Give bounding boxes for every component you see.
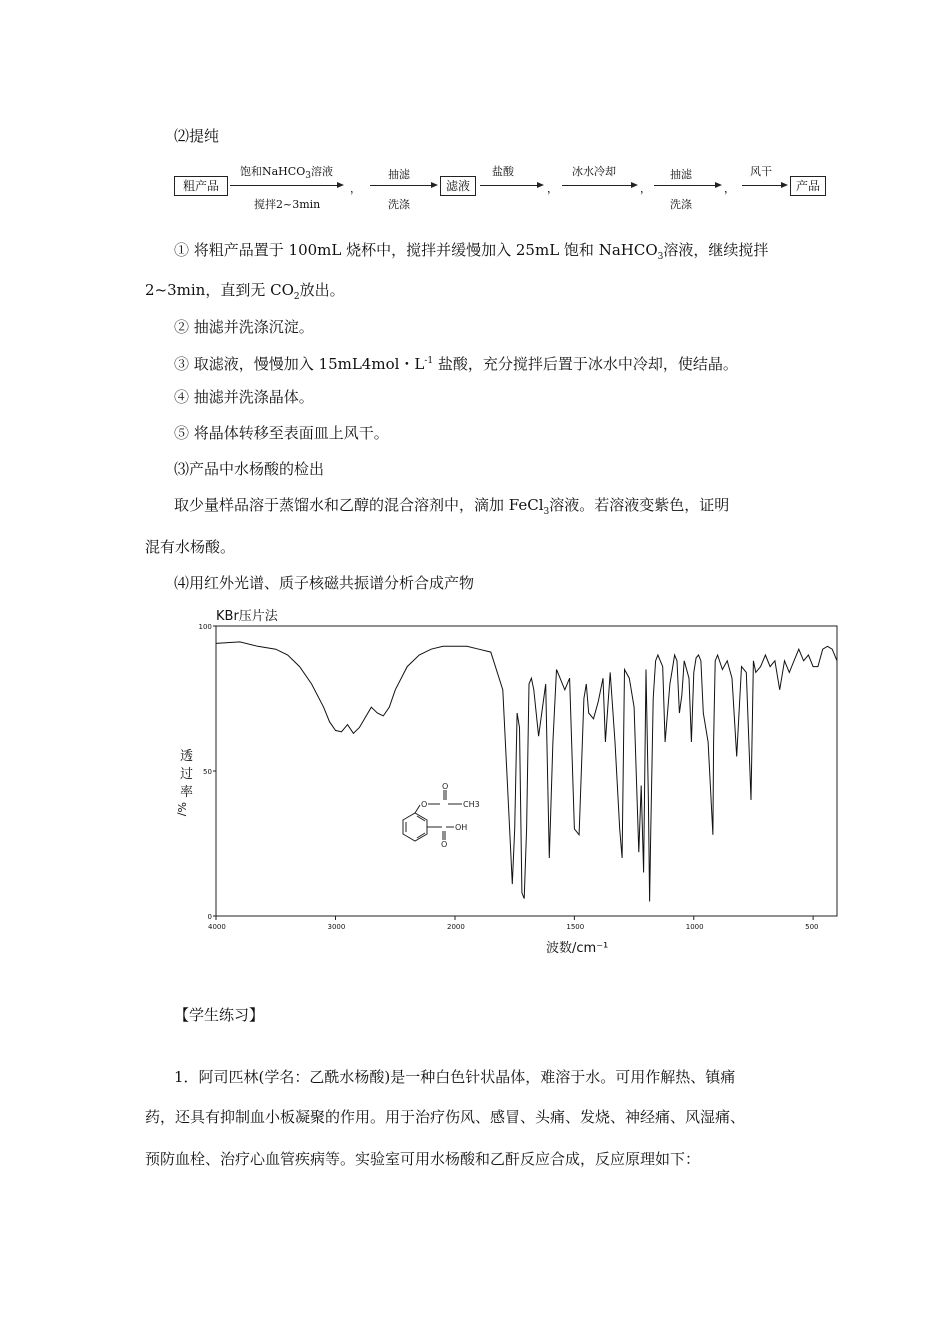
x-tick-label-5: 500 (805, 923, 819, 931)
section-3-text-line-1: 取少量样品溶于蒸馏水和乙醇的混合溶剂中，滴加 FeCl$_3$溶液。若溶液变紫色，证明 (174, 496, 730, 517)
atom-label-methyl: CH3 (463, 800, 480, 809)
arrow5-bottom-label: 洗涤 (670, 198, 692, 211)
atom-label-hydroxyl: OH (455, 823, 468, 832)
section-3-text-line-2: 混有水杨酸。 (145, 538, 236, 556)
section-3-title: ⑶产品中水杨酸的检出 (174, 460, 325, 478)
x-tick-label-3: 1500 (566, 923, 585, 931)
axis-ticks (199, 623, 819, 931)
flow-comma-2: ， (547, 182, 558, 195)
x-tick-label-0: 4000 (208, 923, 226, 931)
step-2: ② 抽滤并洗涤沉淀。 (174, 318, 314, 336)
atom-label-ester-o: O (421, 800, 428, 809)
x-axis-label: 波数/cm⁻¹ (546, 941, 609, 956)
x-tick-label-1: 3000 (327, 923, 346, 931)
step-1-line-1: ① 将粗产品置于 100mL 烧杯中，搅拌并缓慢加入 25mL 饱和 NaHCO$_3$溶液，继续搅拌 (174, 241, 769, 262)
y-tick-label-2: 0 (207, 913, 212, 921)
arrow4-top-label: 冰水冷却 (572, 165, 616, 178)
y-axis-label (175, 749, 193, 816)
step-3: ③ 取滤液，慢慢加入 15mL4mol・$L^{-1}$ 盐酸，充分搅拌后置于冰水中冷却，使结晶。 (174, 355, 738, 373)
arrow1-head (337, 182, 344, 188)
arrow5-top-label: 抽滤 (670, 168, 692, 181)
arrow3 (480, 185, 538, 186)
y-axis-label-char-3: 率 (180, 785, 194, 800)
atom-label-carboxyl-o: O (441, 840, 448, 849)
x-tick-label-2: 2000 (447, 923, 465, 931)
arrow6-top-label: 风干 (750, 165, 772, 178)
ir-spectrum-chart (170, 600, 850, 960)
arrow1-top-label: 饱和NaHCO$_3$溶液 (240, 165, 333, 182)
spectrum-series-line (216, 642, 837, 902)
y-axis-label-char-2: 过 (180, 767, 194, 782)
flow-comma-3: ， (640, 182, 651, 195)
y-axis-label-char-4: %/ (175, 802, 188, 817)
crude-product-box: 粗产品 (174, 176, 228, 196)
benzene-ring (403, 813, 427, 841)
question-1-line-1: 1．阿司匹林(学名：乙酰水杨酸)是一种白色针状晶体，难溶于水。可用作解热、镇痛 (174, 1068, 736, 1086)
arrow2-head (431, 182, 438, 188)
student-practice-heading: 【学生练习】 (174, 1006, 265, 1024)
arrow3-top-label: 盐酸 (492, 165, 514, 178)
arrow2 (370, 185, 432, 186)
aspirin-structure (403, 790, 462, 841)
filtrate-box: 滤液 (440, 176, 476, 196)
arrow4 (562, 185, 632, 186)
arrow6 (742, 185, 782, 186)
aspirin-atom-labels (421, 782, 480, 849)
arrow1-bottom-label: 搅拌2~3min (254, 198, 321, 211)
question-1-line-2: 药，还具有抑制血小板凝聚的作用。用于治疗伤风、感冒、头痛、发烧、神经痛、风湿痛、 (145, 1108, 746, 1126)
step-1-line-2: 2~3min，直到无 $CO_2$放出。 (145, 281, 345, 302)
y-axis-label-char-1: 透 (180, 749, 194, 764)
step-4: ④ 抽滤并洗涤晶体。 (174, 388, 314, 406)
step-5: ⑤ 将晶体转移至表面皿上风干。 (174, 424, 389, 442)
section-4-title: ⑷用红外光谱、质子核磁共振谱分析合成产物 (174, 574, 475, 592)
y-tick-label-0: 100 (198, 623, 212, 631)
flow-comma-1: ， (350, 182, 361, 195)
arrow5 (654, 185, 716, 186)
arrow4-head (631, 182, 638, 188)
atom-label-carbonyl-o: O (442, 782, 449, 791)
product-box: 产品 (790, 176, 826, 196)
bond-ring-ester-o (415, 805, 420, 813)
chart-title: KBr压片法 (216, 609, 278, 624)
arrow2-bottom-label: 洗涤 (388, 198, 410, 211)
y-tick-label-1: 50 (203, 768, 212, 776)
arrow5-head (715, 182, 722, 188)
arrow1 (230, 185, 338, 186)
arrow3-head (537, 182, 544, 188)
x-tick-label-4: 1000 (685, 923, 704, 931)
arrow6-head (781, 182, 788, 188)
section-2-title: ⑵提纯 (174, 127, 220, 145)
flow-comma-4: ， (724, 182, 735, 195)
arrow2-top-label: 抽滤 (388, 168, 410, 181)
question-1-line-3: 预防血栓、治疗心血管疾病等。实验室可用水杨酸和乙酐反应合成，反应原理如下： (145, 1150, 701, 1168)
